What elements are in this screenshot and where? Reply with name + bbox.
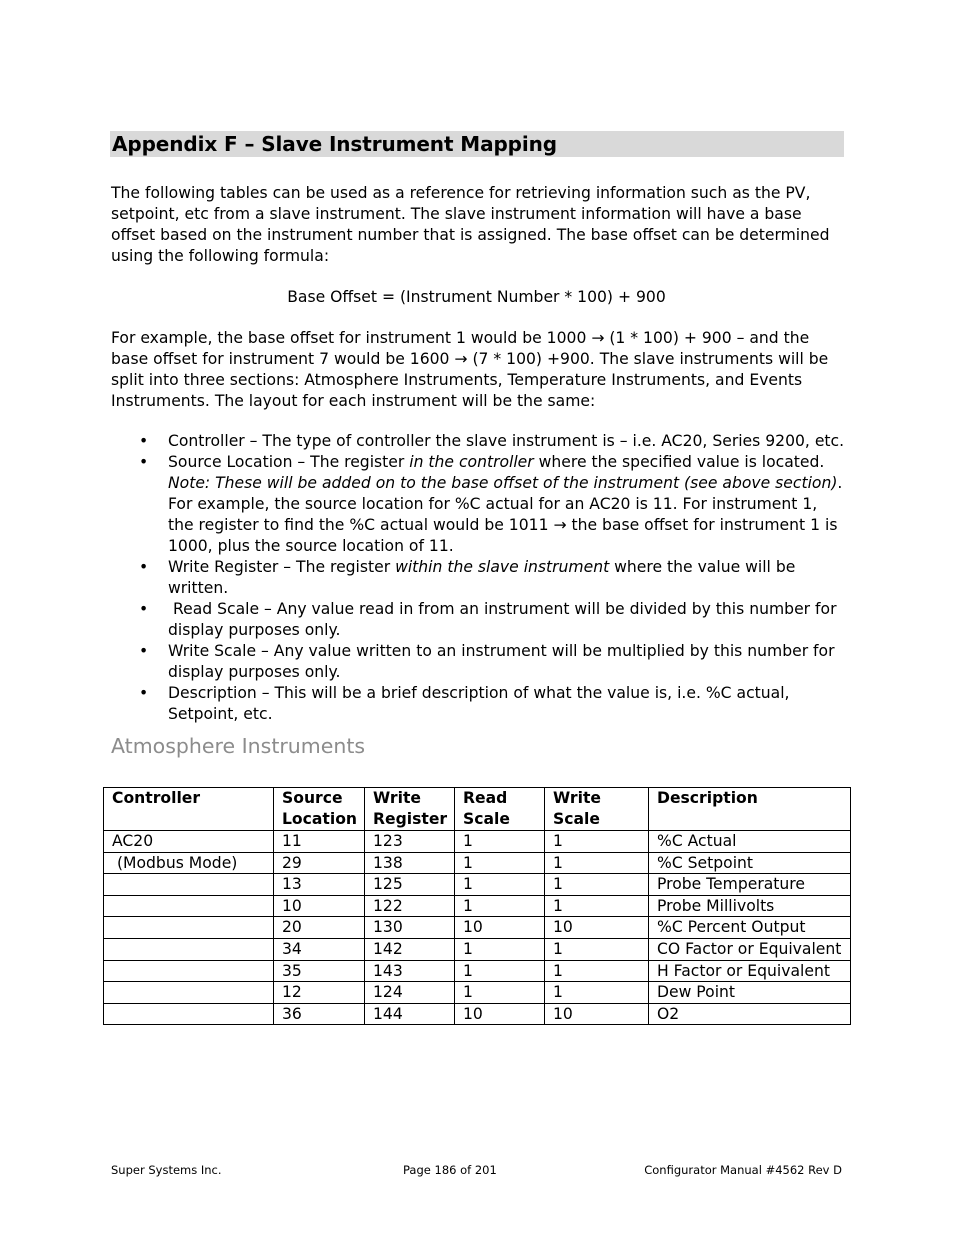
atmosphere-instruments-table: [103, 787, 851, 1025]
bullet-write-text: Write Register – The register: [168, 558, 396, 576]
cell-read-scale: 1: [455, 960, 545, 982]
cell-write-scale: 10: [545, 917, 649, 939]
cell-read-scale: 1: [455, 874, 545, 896]
cell-write-register: 138: [365, 852, 455, 874]
cell-controller: [104, 938, 274, 960]
bullet-controller-text: Controller – The type of controller the slave instrument is – i.e. AC20, Series 9200, etc.: [168, 432, 845, 450]
table-row: [104, 831, 851, 853]
bullet-controller: [111, 431, 847, 452]
cell-description: Dew Point: [649, 982, 851, 1004]
cell-read-scale: 1: [455, 982, 545, 1004]
footer-page-number: Page 186 of 201: [403, 1163, 497, 1177]
bullet-source-mid: where the specified value is located.: [533, 453, 825, 471]
cell-description: %C Setpoint: [649, 852, 851, 874]
bullet-write-post: where the value will be written.: [168, 558, 796, 597]
bullet-source-text: Source Location – The register: [168, 453, 410, 471]
bullet-read-scale: [111, 599, 847, 641]
table-row: [104, 874, 851, 896]
cell-source: 36: [274, 1003, 365, 1025]
intro-paragraph: The following tables can be used as a reference for retrieving information such as the PV, setpoint, etc from a slave instrument. The slave instrument information will have a base offset based on the instrument number that is assigned. The base offset can be determined using the following formula:: [111, 184, 830, 265]
cell-write-register: 122: [365, 895, 455, 917]
cell-description: H Factor or Equivalent: [649, 960, 851, 982]
cell-read-scale: 10: [455, 1003, 545, 1025]
cell-write-register: 130: [365, 917, 455, 939]
cell-source: 35: [274, 960, 365, 982]
base-offset-formula: Base Offset = (Instrument Number * 100) + 900: [287, 288, 666, 306]
header-write-scale: Write Scale: [545, 788, 649, 831]
cell-read-scale: 10: [455, 917, 545, 939]
footer-company: Super Systems Inc.: [111, 1163, 222, 1177]
table-row: [104, 960, 851, 982]
cell-controller: [104, 895, 274, 917]
cell-description: %C Percent Output: [649, 917, 851, 939]
field-definition-list: [111, 431, 847, 725]
cell-source: 10: [274, 895, 365, 917]
cell-controller: [104, 982, 274, 1004]
section-title: Atmosphere Instruments: [111, 734, 366, 758]
cell-read-scale: 1: [455, 895, 545, 917]
table-row: [104, 982, 851, 1004]
cell-read-scale: 1: [455, 852, 545, 874]
cell-write-scale: 1: [545, 982, 649, 1004]
cell-description: Probe Millivolts: [649, 895, 851, 917]
cell-write-register: 124: [365, 982, 455, 1004]
cell-write-register: 144: [365, 1003, 455, 1025]
table-row: [104, 917, 851, 939]
cell-description: O2: [649, 1003, 851, 1025]
cell-read-scale: 1: [455, 938, 545, 960]
table-body: [104, 831, 851, 1025]
cell-write-register: 123: [365, 831, 455, 853]
table-row: [104, 852, 851, 874]
cell-read-scale: 1: [455, 831, 545, 853]
cell-source: 20: [274, 917, 365, 939]
bullet-source-note: Note: These will be added on to the base offset of the instrument (see above section): [168, 474, 838, 492]
cell-write-scale: 1: [545, 938, 649, 960]
header-description: Description: [649, 788, 851, 831]
table-header-row: [104, 788, 851, 831]
table-row: [104, 895, 851, 917]
bullet-source-post: . For example, the source location for %C actual for an AC20 is 11. For instrument 1, the register to find the %C actual would be 1011 → the base offset for instrument 1 is 1000, plus the source location of 11.: [168, 474, 843, 555]
cell-controller: [104, 917, 274, 939]
bullet-source-emphasis: in the controller: [409, 453, 534, 471]
footer-document-title: Configurator Manual #4562 Rev D: [644, 1163, 842, 1177]
bullet-description: [111, 683, 847, 725]
bullet-source-location: [111, 452, 847, 557]
bullet-read-scale-text: Read Scale – Any value read in from an instrument will be divided by this number for display purposes only.: [168, 600, 842, 639]
cell-write-register: 143: [365, 960, 455, 982]
header-write-register: Write Register: [365, 788, 455, 831]
bullet-write-scale: [111, 641, 847, 683]
table-row: [104, 1003, 851, 1025]
cell-description: %C Actual: [649, 831, 851, 853]
cell-source: 29: [274, 852, 365, 874]
cell-source: 34: [274, 938, 365, 960]
cell-controller: [104, 1003, 274, 1025]
header-read-scale: Read Scale: [455, 788, 545, 831]
cell-write-scale: 1: [545, 874, 649, 896]
cell-source: 12: [274, 982, 365, 1004]
cell-write-register: 142: [365, 938, 455, 960]
bullet-write-scale-text: Write Scale – Any value written to an instrument will be multiplied by this number for display purposes only.: [168, 642, 835, 681]
cell-source: 11: [274, 831, 365, 853]
bullet-write-register: [111, 557, 847, 599]
cell-write-scale: 10: [545, 1003, 649, 1025]
bullet-description-text: Description – This will be a brief description of what the value is, i.e. %C actual, Setpoint, etc.: [168, 684, 790, 723]
cell-controller: AC20: [104, 831, 274, 853]
appendix-heading: Appendix F – Slave Instrument Mapping: [110, 131, 844, 157]
cell-write-scale: 1: [545, 852, 649, 874]
cell-controller: [104, 960, 274, 982]
table-row: [104, 938, 851, 960]
header-controller: Controller: [104, 788, 274, 831]
cell-write-scale: 1: [545, 960, 649, 982]
cell-description: CO Factor or Equivalent: [649, 938, 851, 960]
cell-write-scale: 1: [545, 831, 649, 853]
bullet-write-emphasis: within the slave instrument: [395, 558, 610, 576]
header-source-location: Source Location: [274, 788, 365, 831]
cell-description: Probe Temperature: [649, 874, 851, 896]
cell-controller: [104, 874, 274, 896]
example-paragraph: For example, the base offset for instrument 1 would be 1000 → (1 * 100) + 900 – and the base offset for instrument 7 would be 1600 → (7 * 100) +900. The slave instruments will be split into three sections: Atmosphere Instruments, Temperature Instruments, and Events Instruments. The layout for each instrument will be the same:: [111, 329, 829, 410]
cell-write-register: 125: [365, 874, 455, 896]
cell-controller: (Modbus Mode): [104, 852, 274, 874]
cell-write-scale: 1: [545, 895, 649, 917]
cell-source: 13: [274, 874, 365, 896]
